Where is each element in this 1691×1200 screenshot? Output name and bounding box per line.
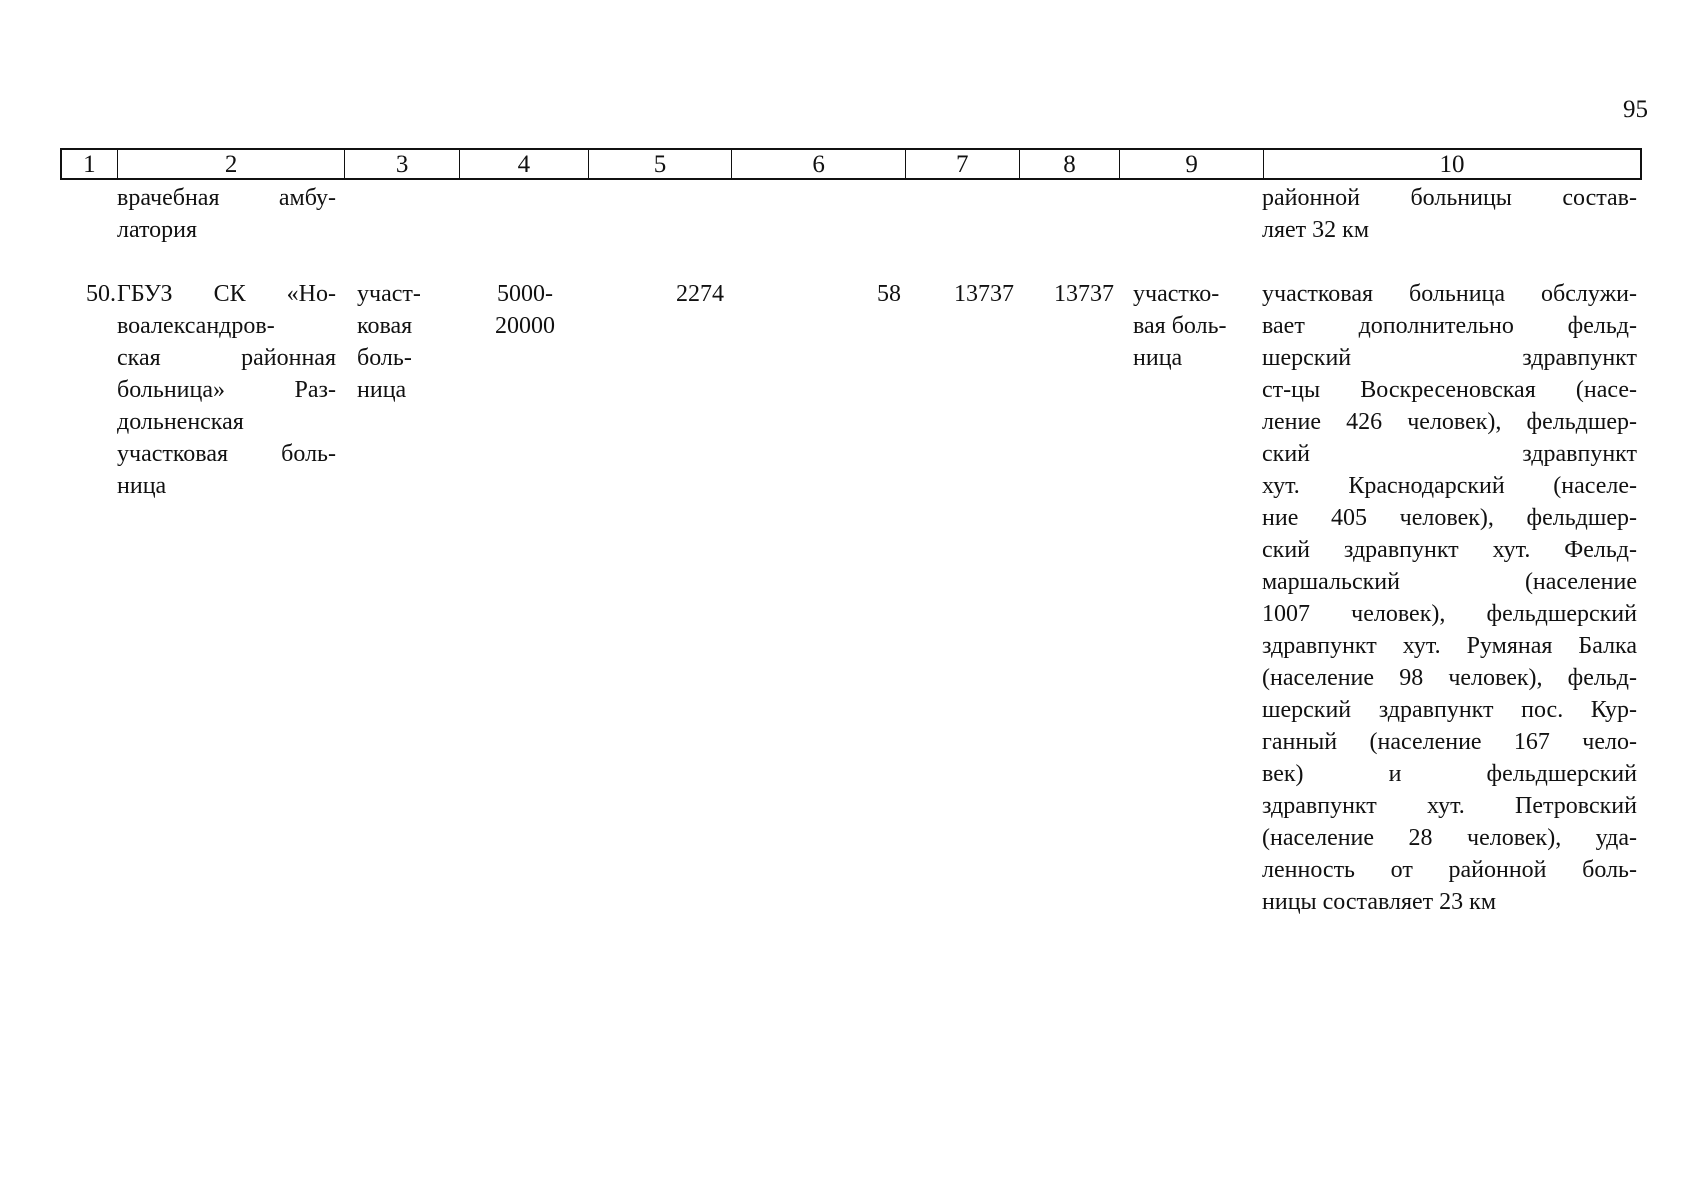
text-line: воалександров-	[117, 313, 275, 339]
text-line: участковая боль-	[117, 441, 336, 467]
header-col-8: 8	[1020, 150, 1121, 178]
text-line: (население 98 человек), фельд-	[1262, 665, 1637, 691]
text-line: ГБУЗ СК «Но-	[117, 281, 336, 307]
text-line: участко-	[1133, 281, 1220, 307]
facility-name	[117, 278, 336, 502]
text-line: ница	[357, 377, 407, 403]
text-line: ляет 32 км	[1262, 217, 1370, 243]
text-line: больница» Раз-	[117, 377, 336, 403]
text-line: врачебная амбу-	[117, 185, 336, 211]
row-number: 50.	[86, 281, 116, 307]
col8-value: 13737	[1054, 281, 1114, 307]
text-line: (население 28 человек), уда-	[1262, 825, 1637, 851]
text-line: ница	[117, 473, 167, 499]
col6-value: 58	[877, 281, 901, 307]
text-line: участковая больница обслужи-	[1262, 281, 1637, 307]
header-col-2: 2	[118, 150, 345, 178]
text-line: районной больницы состав-	[1262, 185, 1637, 211]
text-line: латория	[117, 217, 198, 243]
col9-type	[1133, 278, 1259, 374]
header-col-9: 9	[1120, 150, 1264, 178]
text-line: ние 405 человек), фельдшер-	[1262, 505, 1637, 531]
facility-description	[1262, 278, 1637, 918]
continuation-col10	[1262, 182, 1637, 246]
population-value: 2274	[676, 281, 724, 307]
text-line: век) и фельдшерский	[1262, 761, 1637, 787]
text-line: ление 426 человек), фельдшер-	[1262, 409, 1637, 435]
text-line: 5000-	[497, 281, 553, 307]
text-line: шерский здравпункт пос. Кур-	[1262, 697, 1637, 723]
continuation-col2	[117, 182, 336, 246]
population-range	[475, 278, 575, 342]
col7-value: 13737	[954, 281, 1014, 307]
text-line: здравпункт хут. Петровский	[1262, 793, 1637, 819]
text-line: дольненская	[117, 409, 244, 435]
header-col-6: 6	[732, 150, 906, 178]
facility-type	[357, 278, 457, 406]
text-line: ленность от районной боль-	[1262, 857, 1637, 883]
header-col-3: 3	[345, 150, 460, 178]
text-line: 20000	[495, 313, 555, 339]
text-line: вая боль-	[1133, 313, 1227, 339]
header-col-7: 7	[906, 150, 1020, 178]
text-line: ковая	[357, 313, 413, 339]
text-line: ская районная	[117, 345, 336, 371]
text-line: ст-цы Воскресеновская (насе-	[1262, 377, 1637, 403]
text-line: боль-	[357, 345, 412, 371]
text-line: вает дополнительно фельд-	[1262, 313, 1637, 339]
text-line: ницы составляет 23 км	[1262, 889, 1497, 915]
text-line: участ-	[357, 281, 421, 307]
text-line: здравпункт хут. Румяная Балка	[1262, 633, 1637, 659]
header-col-4: 4	[460, 150, 589, 178]
header-col-5: 5	[589, 150, 733, 178]
text-line: хут. Краснодарский (населе-	[1262, 473, 1637, 499]
text-line: маршальский (население	[1262, 569, 1637, 595]
text-line: ганный (население 167 чело-	[1262, 729, 1637, 755]
text-line: 1007 человек), фельдшерский	[1262, 601, 1637, 627]
text-line: ница	[1133, 345, 1183, 371]
header-col-1: 1	[62, 150, 118, 178]
text-line: шерский здравпункт	[1262, 345, 1637, 371]
page-number: 95	[1623, 96, 1648, 123]
text-line: ский здравпункт	[1262, 441, 1637, 467]
header-col-10: 10	[1439, 151, 1465, 178]
text-line: ский здравпункт хут. Фельд-	[1262, 537, 1637, 563]
table-header-row	[60, 148, 1642, 180]
